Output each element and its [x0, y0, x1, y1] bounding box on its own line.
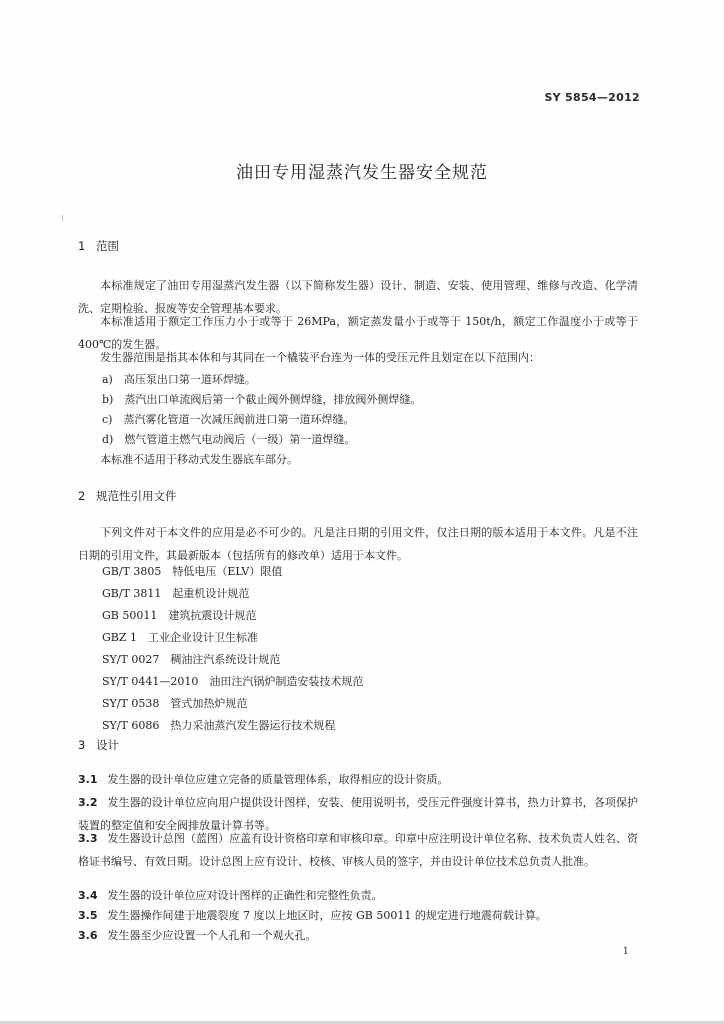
list-item: a) 高压泵出口第一道环焊缝。 [102, 373, 256, 386]
section-title: 规范性引用文件 [96, 489, 177, 503]
sec1-paragraph-2: 本标准适用于额定工作压力小于或等于 26MPa，额定蒸发量小于或等于 150t/h，额定工作温度小于或等于 400℃的发生器。 [78, 315, 638, 351]
clause-3-6 [78, 924, 638, 947]
sec1-paragraph-4: 本标准不适用于移动式发生器底车部分。 [100, 453, 298, 466]
reference-item: SY/T 0538 管式加热炉规范 [102, 697, 248, 710]
clause-text: 发生器操作间建于地震裂度 7 度以上地区时，应按 GB 50011 的规定进行地震荷载计算。 [107, 909, 547, 922]
document-title: 油田专用湿蒸汽发生器安全规范 [236, 163, 488, 183]
clause-number: 3.5 [78, 909, 98, 922]
clause-number: 3.2 [78, 796, 98, 809]
section-title: 设计 [96, 738, 119, 752]
clause-number: 3.4 [78, 889, 98, 902]
clause-text: 发生器的设计单位应建立完备的质量管理体系，取得相应的设计资质。 [107, 773, 449, 786]
clause-text: 发生器的设计单位应对设计图样的正确性和完整性负责。 [107, 889, 383, 902]
reference-item: GB/T 3811 起重机设计规范 [102, 587, 250, 600]
list-item: b) 蒸汽出口单流阀后第一个截止阀外侧焊缝，排放阀外侧焊缝。 [102, 393, 422, 406]
clause-text: 发生器设计总图（蓝图）应盖有设计资格印章和审核印章。印章中应注明设计单位名称、技术负责人姓名、资格证书编号、有效日期。设计总图上应有设计、校核、审核人员的签字，并由设计单位技术总负责人批准。 [78, 832, 638, 868]
section-number: 2 [78, 489, 86, 503]
sec1-paragraph-1: 本标准规定了油田专用湿蒸汽发生器（以下简称发生器）设计、制造、安装、使用管理、维修与改造、化学清洗、定期检验、报废等安全管理基本要求。 [78, 279, 638, 315]
clause-3-3 [78, 827, 638, 873]
sec1-paragraph-3: 发生器范围是指其本体和与其同在一个橇装平台连为一体的受压元件且划定在以下范围内： [100, 351, 540, 364]
reference-item: SY/T 6086 热力采油蒸汽发生器运行技术规程 [102, 719, 336, 732]
sec2-intro: 下列文件对于本文件的应用是必不可少的。凡是注日期的引用文件，仅注日期的版本适用于本文件。凡是不注日期的引用文件，其最新版本（包括所有的修改单）适用于本文件。 [78, 526, 638, 562]
standard-code: SY 5854—2012 [544, 91, 640, 104]
section-2-heading [78, 488, 177, 504]
section-title: 范围 [96, 239, 119, 253]
clause-number: 3.1 [78, 773, 98, 786]
clause-text: 发生器的设计单位应向用户提供设计图样，安装、使用说明书，受压元件强度计算书，热力计算书，各项保护装置的整定值和安全阀排放量计算书等。 [78, 796, 638, 832]
reference-item: GB/T 3805 特低电压（ELV）限值 [102, 565, 283, 578]
reference-item: GB 50011 建筑抗震设计规范 [102, 609, 257, 622]
clause-number: 3.3 [78, 832, 98, 845]
clause-text: 发生器至少应设置一个人孔和一个观火孔。 [107, 929, 317, 942]
section-3-heading [78, 737, 119, 753]
clause-3-1 [78, 768, 638, 791]
scan-speck [62, 215, 63, 221]
section-number: 3 [78, 738, 86, 752]
reference-item: SY/T 0027 稠油注汽系统设计规范 [102, 653, 281, 666]
clause-number: 3.6 [78, 929, 98, 942]
page-number: 1 [622, 946, 629, 957]
section-number: 1 [78, 239, 86, 253]
reference-item: GBZ 1 工业企业设计卫生标准 [102, 631, 259, 644]
list-item: c) 蒸汽雾化管道一次减压阀前进口第一道环焊缝。 [102, 413, 355, 426]
section-1-heading [78, 238, 119, 254]
list-item: d) 燃气管道主燃气电动阀后（一级）第一道焊缝。 [102, 433, 356, 446]
reference-item: SY/T 0441—2010 油田注汽锅炉制造安装技术规范 [102, 675, 364, 688]
